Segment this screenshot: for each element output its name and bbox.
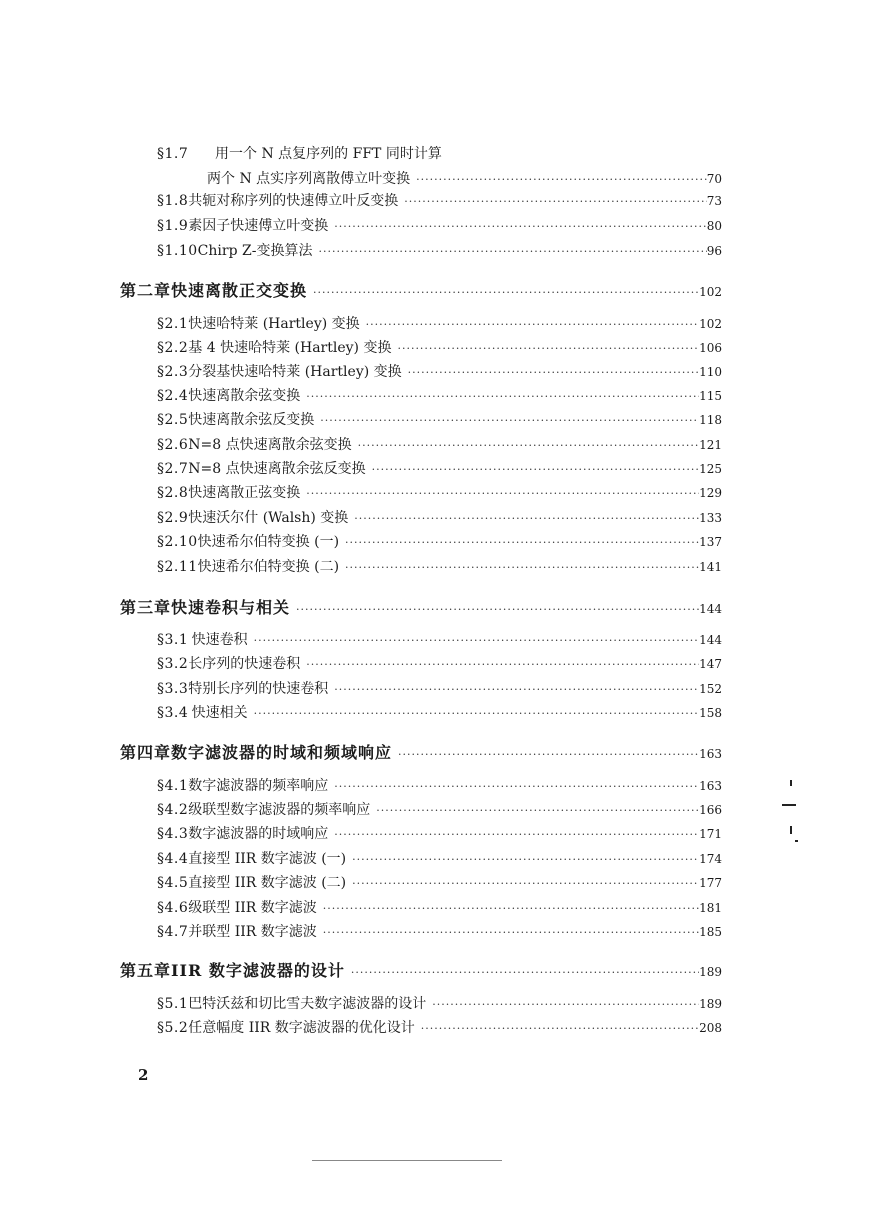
dot-leader: [397, 342, 699, 355]
section-title: 快速离散余弦反变换: [188, 412, 315, 428]
dot-leader: [323, 926, 699, 939]
section-entry: [157, 775, 722, 795]
dot-leader: [432, 998, 699, 1011]
scan-mark: [795, 840, 798, 842]
section-number: §2.11: [157, 559, 198, 575]
dot-leader: [421, 1022, 699, 1035]
section-title: 并联型 IIR 数字滤波: [188, 924, 317, 940]
dot-leader: [358, 439, 699, 452]
section-number: §2.3: [157, 364, 189, 380]
section-entry: [157, 337, 722, 357]
section-entry: [157, 482, 722, 502]
page-ref: 189: [699, 997, 722, 1011]
section-entry: [157, 653, 722, 673]
dot-leader: [352, 877, 699, 890]
section-entry: [157, 143, 722, 163]
page-ref: 144: [699, 633, 722, 647]
chapter-title: 快速离散正交变换: [171, 281, 308, 300]
page-ref: 70: [706, 172, 722, 186]
section-title: 两个 N 点实序列离散傅立叶变换: [207, 171, 411, 187]
scan-mark: [312, 1160, 502, 1161]
section-number: §2.1: [157, 316, 189, 332]
page-ref: 125: [699, 462, 722, 476]
dot-leader: [354, 512, 699, 525]
section-entry: [157, 702, 722, 722]
page-ref: 189: [699, 965, 722, 979]
section-entry: [157, 531, 722, 551]
section-number: §4.3: [157, 826, 189, 842]
section-title: 级联型数字滤波器的频率响应: [188, 802, 371, 818]
dot-leader: [254, 707, 699, 720]
page-ref: 152: [699, 682, 722, 696]
section-title: 用一个 N 点复序列的 FFT 同时计算: [215, 146, 442, 162]
page-ref: 102: [699, 285, 722, 299]
section-number: §2.8: [157, 485, 189, 501]
page-ref: 144: [699, 602, 722, 616]
section-number: §3.4: [157, 705, 189, 721]
dot-leader: [313, 286, 699, 299]
section-number: §2.10: [157, 534, 198, 550]
page-ref: 163: [699, 747, 722, 761]
section-title: 直接型 IIR 数字滤波 (一): [188, 851, 347, 867]
page-ref: 118: [699, 413, 722, 427]
dot-leader: [334, 220, 706, 233]
section-title: N=8 点快速离散余弦反变换: [188, 461, 366, 477]
page-ref: 141: [699, 560, 722, 574]
chapter-number: 第二章: [120, 281, 172, 300]
section-number: §4.6: [157, 900, 189, 916]
section-title: 快速沃尔什 (Walsh) 变换: [188, 510, 349, 526]
page-ref: 181: [699, 901, 722, 915]
dot-leader: [366, 318, 699, 331]
section-title: 数字滤波器的频率响应: [188, 778, 329, 794]
section-entry: [157, 507, 722, 527]
section-entry: [157, 993, 722, 1013]
page-ref: 73: [706, 194, 722, 208]
section-title: 分裂基快速哈特莱 (Hartley) 变换: [188, 364, 402, 380]
dot-leader: [306, 390, 699, 403]
dot-leader: [334, 683, 699, 696]
section-entry: [157, 848, 722, 868]
section-entry: [157, 799, 722, 819]
section-number: §1.7: [157, 146, 189, 162]
section-title: 共轭对称序列的快速傅立叶反变换: [188, 193, 399, 209]
page-ref: 137: [699, 535, 722, 549]
dot-leader: [296, 603, 699, 616]
section-title: 快速离散余弦变换: [188, 388, 301, 404]
chapter-title: 数字滤波器的时域和频域响应: [171, 743, 393, 762]
dot-leader: [372, 463, 699, 476]
section-number: §4.4: [157, 851, 189, 867]
section-number: §4.7: [157, 924, 189, 940]
dot-leader: [320, 414, 699, 427]
chapter-entry: [120, 740, 722, 763]
chapter-entry: [120, 595, 722, 618]
chapter-title: 快速卷积与相关: [171, 598, 291, 617]
page-ref: 163: [699, 779, 722, 793]
dot-leader: [318, 245, 706, 258]
section-number: §4.2: [157, 802, 189, 818]
section-entry: [157, 1017, 722, 1037]
page-ref: 80: [706, 219, 722, 233]
dot-leader: [306, 658, 699, 671]
page-ref: 102: [699, 317, 722, 331]
section-number: §2.5: [157, 412, 189, 428]
chapter-entry: [120, 958, 722, 981]
section-entry: [157, 434, 722, 454]
section-entry: [157, 409, 722, 429]
section-entry: [157, 678, 722, 698]
dot-leader: [408, 366, 699, 379]
section-number: §4.5: [157, 875, 189, 891]
dot-leader: [334, 780, 699, 793]
dot-leader: [351, 966, 699, 979]
section-title: 任意幅度 IIR 数字滤波器的优化设计: [188, 1020, 415, 1036]
dot-leader: [376, 804, 699, 817]
page-ref: 208: [699, 1021, 722, 1035]
page-ref: 129: [699, 486, 722, 500]
section-title: 数字滤波器的时域响应: [188, 826, 329, 842]
section-number: §2.2: [157, 340, 189, 356]
page-ref: 115: [699, 389, 722, 403]
section-number: §5.1: [157, 996, 189, 1012]
section-number: §2.9: [157, 510, 189, 526]
section-number: §2.6: [157, 437, 189, 453]
page-ref: 121: [699, 438, 722, 452]
section-title: 快速离散正弦变换: [188, 485, 301, 501]
section-title: 快速希尔伯特变换 (一): [197, 534, 340, 550]
section-number: §1.9: [157, 218, 189, 234]
dot-leader: [345, 561, 699, 574]
section-title: N=8 点快速离散余弦变换: [188, 437, 352, 453]
section-entry: [207, 168, 722, 188]
dot-leader: [416, 173, 707, 186]
scan-mark: [782, 804, 796, 806]
section-entry: [157, 458, 722, 478]
page-ref: 166: [699, 803, 722, 817]
chapter-number: 第五章: [120, 961, 172, 980]
dot-leader: [323, 902, 699, 915]
section-title: 巴特沃兹和切比雪夫数字滤波器的设计: [188, 996, 427, 1012]
section-entry: [157, 240, 722, 260]
section-number: §2.4: [157, 388, 189, 404]
page-ref: 185: [699, 925, 722, 939]
section-entry: [157, 215, 722, 235]
section-title: 长序列的快速卷积: [188, 656, 301, 672]
chapter-number: 第四章: [120, 743, 172, 762]
section-entry: [157, 921, 722, 941]
section-title: 素因子快速傅立叶变换: [188, 218, 329, 234]
section-title: 级联型 IIR 数字滤波: [188, 900, 317, 916]
page-ref: 106: [699, 341, 722, 355]
section-number: §3.3: [157, 681, 189, 697]
section-title: 快速相关: [191, 705, 248, 721]
scan-mark: [790, 780, 792, 786]
section-title: Chirp Z-变换算法: [197, 243, 313, 259]
chapter-number: 第三章: [120, 598, 172, 617]
page-ref: 133: [699, 511, 722, 525]
section-entry: [157, 897, 722, 917]
section-title: 快速哈特莱 (Hartley) 变换: [188, 316, 360, 332]
page-ref: 96: [706, 244, 722, 258]
section-entry: [157, 872, 722, 892]
page-ref: 110: [699, 365, 722, 379]
section-entry: [157, 190, 722, 210]
dot-leader: [334, 828, 699, 841]
dot-leader: [345, 536, 699, 549]
section-title: 直接型 IIR 数字滤波 (二): [188, 875, 347, 891]
section-entry: [157, 629, 722, 649]
section-entry: [157, 361, 722, 381]
section-entry: [157, 385, 722, 405]
dot-leader: [398, 748, 699, 761]
section-number: §1.10: [157, 243, 198, 259]
section-number: §4.1: [157, 778, 189, 794]
section-number: §3.1: [157, 632, 189, 648]
scan-mark: [790, 826, 792, 834]
page-ref: 177: [699, 876, 722, 890]
chapter-title: IIR 数字滤波器的设计: [171, 961, 345, 980]
section-title: 快速卷积: [191, 632, 248, 648]
section-entry: [157, 823, 722, 843]
page-number: 2: [138, 1066, 149, 1084]
page-ref: 171: [699, 827, 722, 841]
section-number: §3.2: [157, 656, 189, 672]
section-entry: [157, 313, 722, 333]
section-title: 特别长序列的快速卷积: [188, 681, 329, 697]
section-number: §5.2: [157, 1020, 189, 1036]
chapter-entry: [120, 278, 722, 301]
dot-leader: [254, 634, 699, 647]
dot-leader: [352, 853, 699, 866]
section-title: 快速希尔伯特变换 (二): [197, 559, 340, 575]
section-entry: [157, 556, 722, 576]
dot-leader: [306, 487, 699, 500]
dot-leader: [404, 195, 706, 208]
section-title: 基 4 快速哈特莱 (Hartley) 变换: [188, 340, 392, 356]
page-ref: 174: [699, 852, 722, 866]
section-number: §1.8: [157, 193, 189, 209]
section-number: §2.7: [157, 461, 189, 477]
page-ref: 147: [699, 657, 722, 671]
page-ref: 158: [699, 706, 722, 720]
